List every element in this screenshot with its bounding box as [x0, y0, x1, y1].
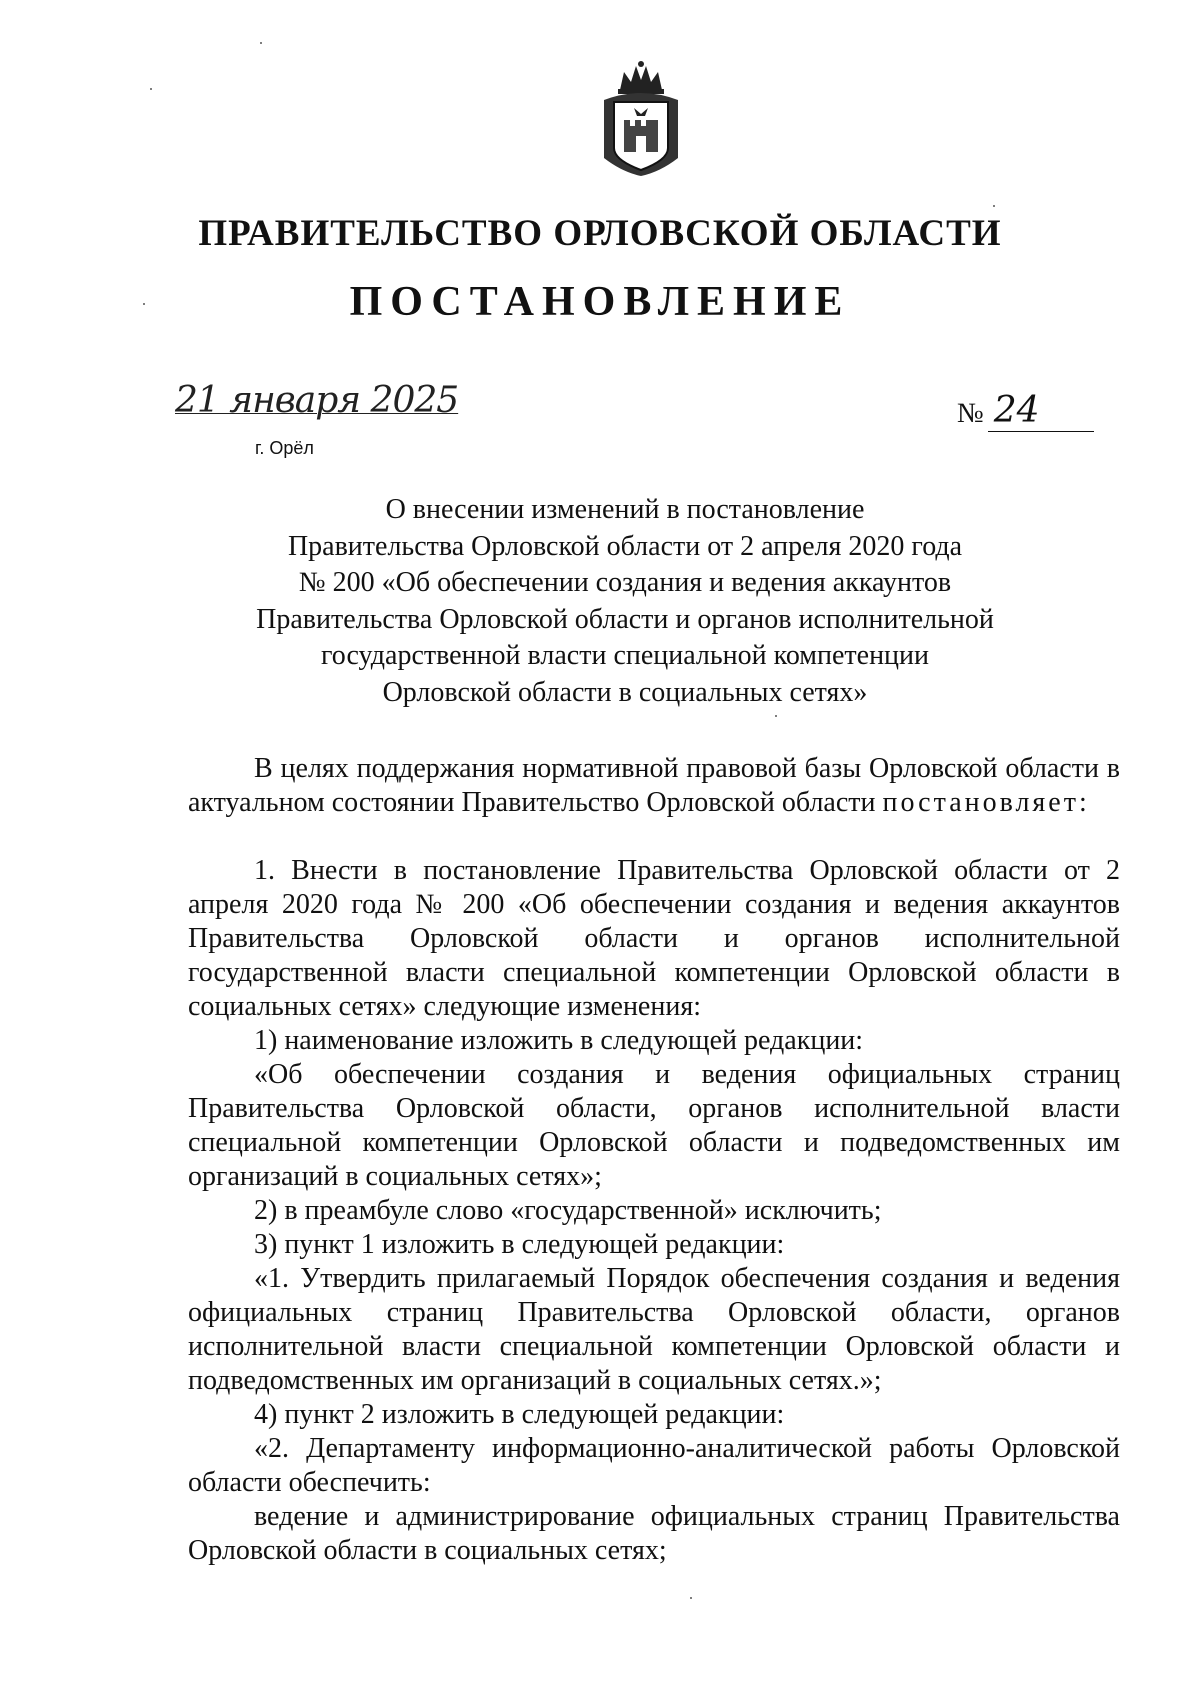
paragraph: 4) пункт 2 изложить в следующей редакции: [254, 1399, 785, 1430]
handwritten-date: 21 января 2025 [175, 380, 459, 421]
document-type: ПОСТАНОВЛЕНИЕ [349, 279, 851, 325]
paragraph: 1. Внести в постановление Правительства Орловской области от 2 апреля 2020 года № 200 «Об обеспечении создания и ведения аккаунтов Правительства Орловской области и органов исполнительной государственной власти специальной компетенции Орловской области в социальных сетях» следующие изменения: [188, 855, 1120, 1022]
preamble-text: В целях поддержания нормативной правовой базы Орловской области в актуальном состоянии Правительство Орловской области [188, 753, 1120, 818]
subject-line: Правительства Орловской области от 2 апреля 2020 года [287, 530, 963, 562]
scan-speck [143, 303, 145, 305]
document-number [957, 390, 1102, 432]
paragraph: 2) в преамбуле слово «государственной» исключить; [254, 1195, 882, 1226]
subject-line: № 200 «Об обеспечении создания и ведения аккаунтов [298, 567, 952, 598]
government-name: ПРАВИТЕЛЬСТВО ОРЛОВСКОЙ ОБЛАСТИ [198, 213, 1002, 254]
document-subject [190, 492, 1060, 711]
date-block [175, 380, 459, 458]
subject-line: Правительства Орловской области и органов исполнительной [256, 603, 994, 635]
document-body [188, 752, 1120, 1568]
number-sign: № [957, 398, 984, 429]
paragraph: «Об обеспечении создания и ведения официальных страниц Правительства Орловской области, органов исполнительной власти специальной компетенции Орловской области и подведомственных им организаций в социальных сетях»; [188, 1059, 1120, 1192]
paragraph: 3) пункт 1 изложить в следующей редакции: [254, 1229, 785, 1260]
preamble-keyword: постановляет: [882, 787, 1090, 818]
subject-line: государственной власти специальной компетенции [320, 640, 930, 671]
paragraph: «2. Департаменту информационно-аналитической работы Орловской области обеспечить: [188, 1433, 1120, 1498]
paragraph: ведение и администрирование официальных страниц Правительства Орловской области в социальных сетях; [188, 1501, 1120, 1566]
scan-speck [775, 715, 777, 717]
scan-speck [690, 1597, 692, 1599]
scan-speck [993, 205, 995, 207]
scan-speck [150, 88, 152, 90]
paragraph: 1) наименование изложить в следующей редакции: [254, 1025, 864, 1056]
subject-line: Орловской области в социальных сетях» [382, 676, 868, 708]
coat-of-arms-icon [598, 60, 684, 178]
paragraph: «1. Утвердить прилагаемый Порядок обеспечения создания и ведения официальных страниц Правительства Орловской области, органов исполнительной власти специальной компетенции Орловской области и подведомственных им организаций в социальных сетях.»; [188, 1263, 1120, 1396]
city-label: г. Орёл [255, 438, 314, 458]
scan-speck [260, 42, 262, 44]
handwritten-number: 24 [988, 390, 1094, 432]
subject-line: О внесении изменений в постановление [385, 494, 865, 525]
preamble [188, 752, 1120, 820]
